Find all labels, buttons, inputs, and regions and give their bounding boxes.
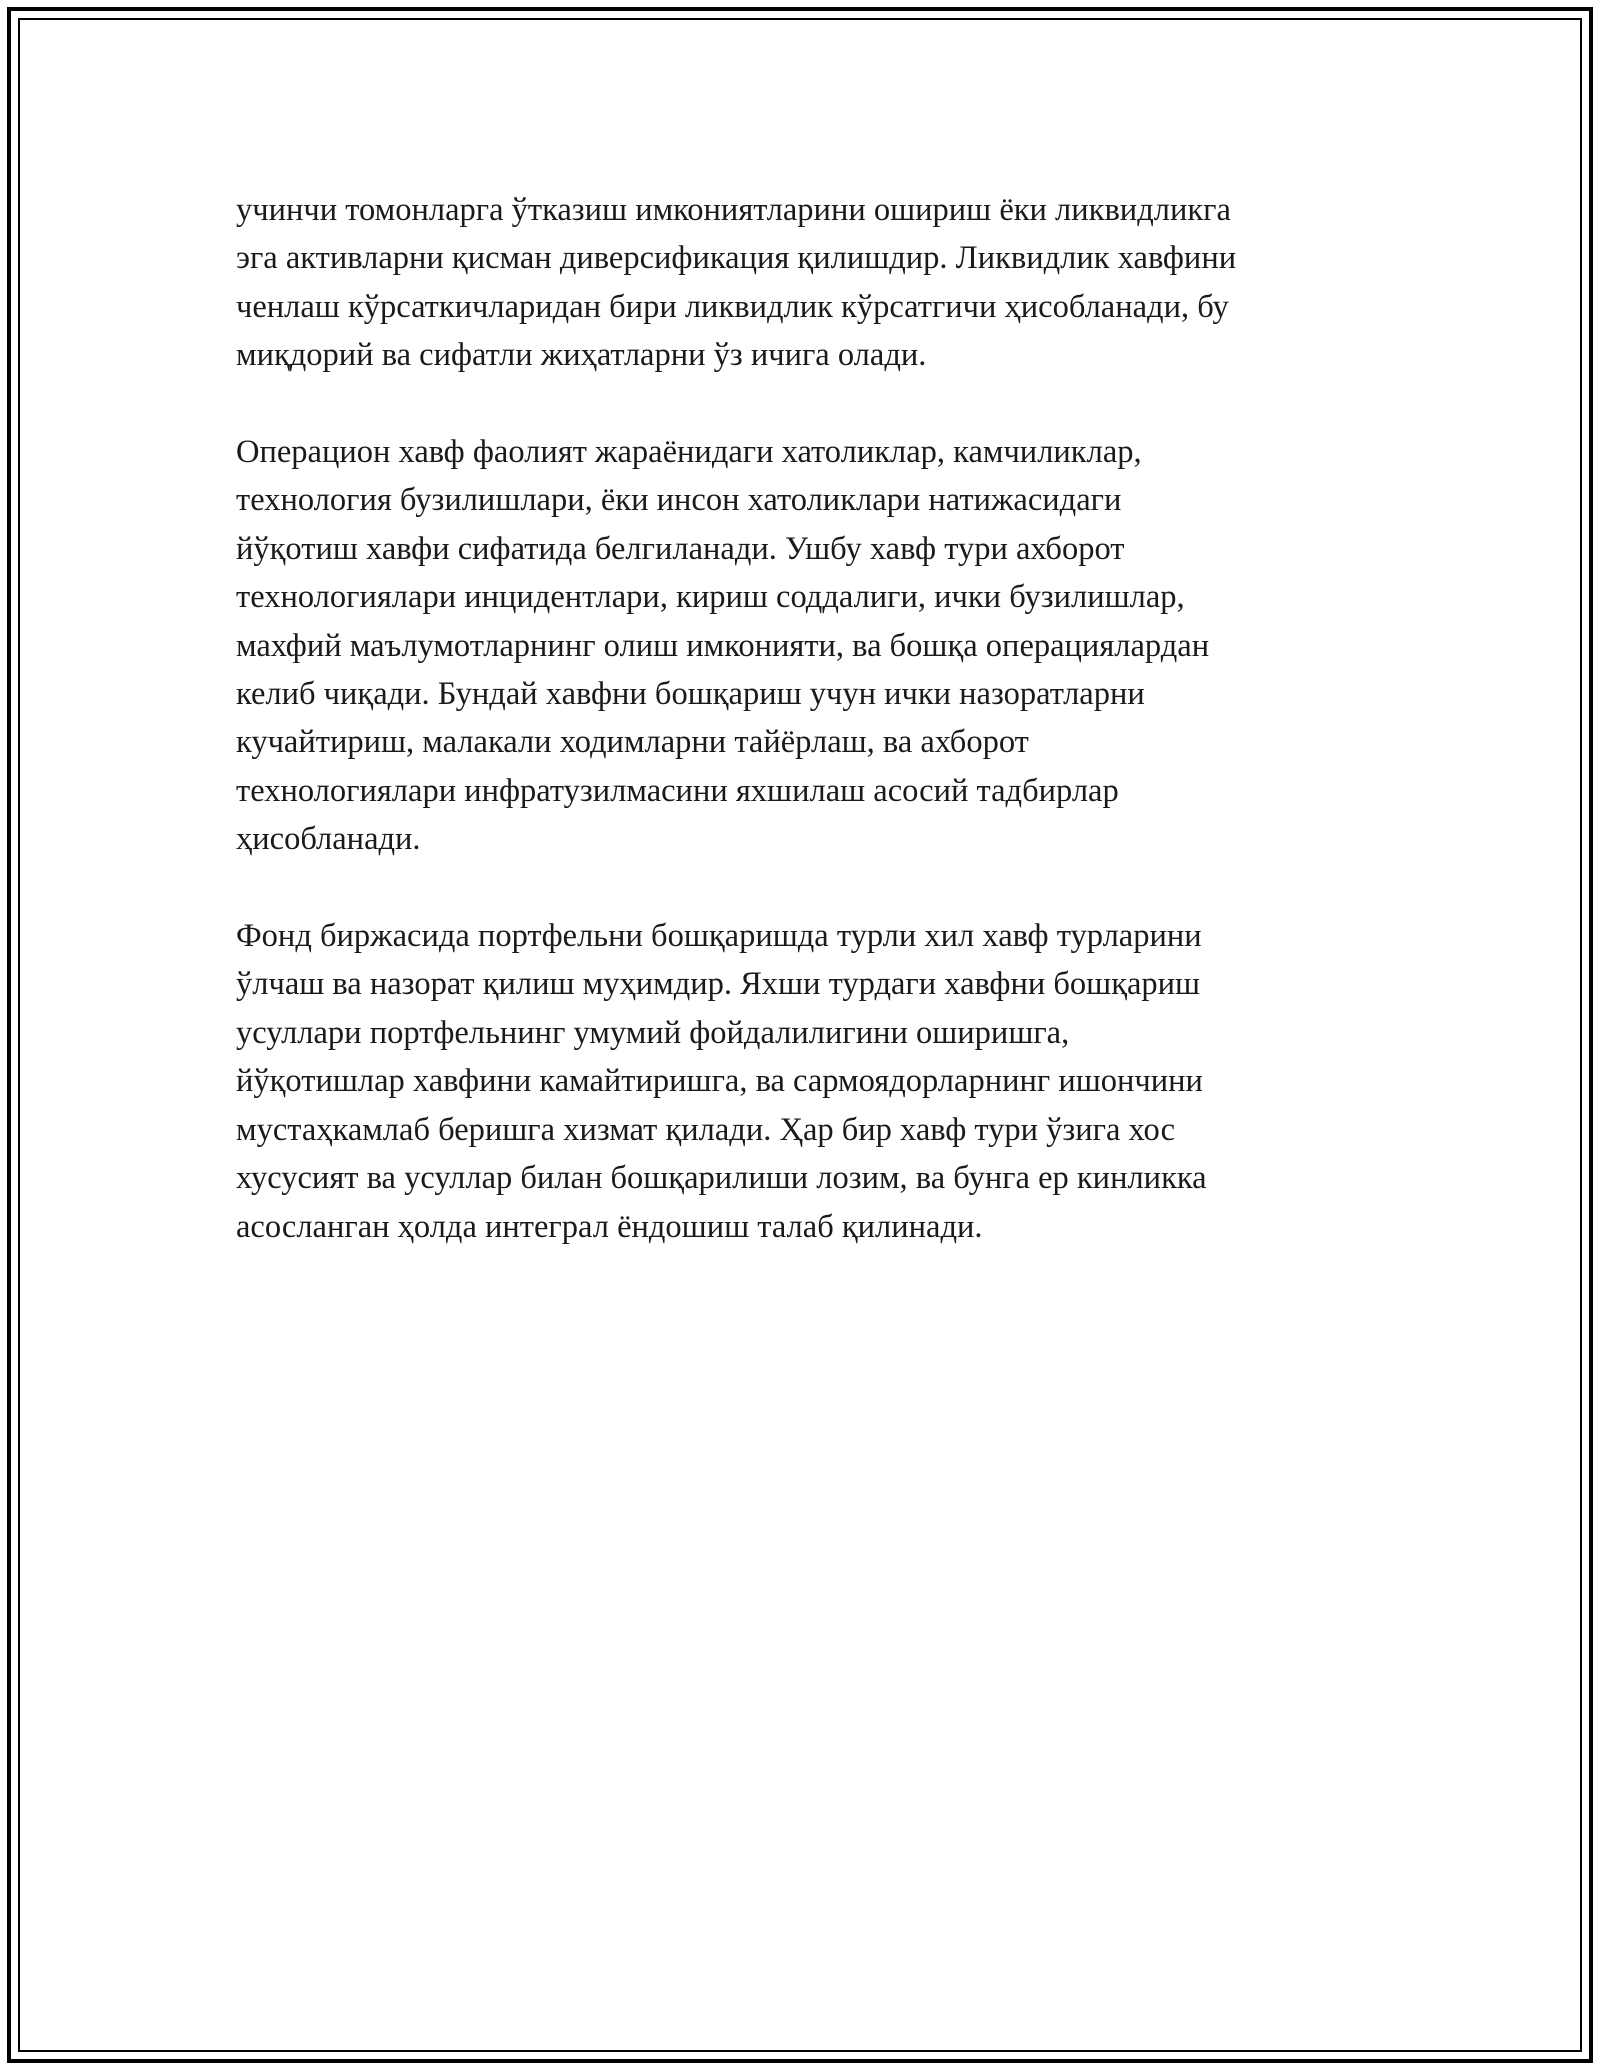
- document-body: [236, 186, 1386, 1299]
- paragraph-operational-risk: Операцион хавф фаолият жараёнидаги хатоликлар, камчиликлар, технология бузилишлари, ёки инсон хатоликлари натижасидаги йўқотиш хавфи сифатида белгиланади. Ушбу хавф тури ахборот технологиялари инцидентлари, кириш соддалиги, ички бузилишлар, махфий маълумотларнинг олиш имконияти, ва бошқа операциялардан келиб чиқади. Бундай хавфни бошқариш учун ички назоратларни кучайтириш, малакали ходимларни тайёрлаш, ва ахборот технологиялари инфратузилмасини яхшилаш асосий тадбирлар ҳисобланади.: [236, 434, 1210, 858]
- paragraph-portfolio-risk: Фонд биржасида портфельни бошқаришда турли хил хавф турларини ўлчаш ва назорат қилиш муҳимдир. Яхши турдаги хавфни бошқариш усуллари портфельнинг умумий фойдалилигини оширишга, йўқотишлар хавфини камайтиришга, ва сармоядорларнинг ишончини мустаҳкамлаб беришга хизмат қилади. Ҳар бир хавф тури ўзига хос хусусият ва усуллар билан бошқарилиши лозим, ва бунга ер кинликка асосланган ҳолда интеграл ёндошиш талаб қилинади.: [236, 918, 1207, 1245]
- paragraph-liquidity: учинчи томонларга ўтказиш имкониятларини ошириш ёки ликвидликга эга активларни қисман диверсификация қилишдир. Ликвидлик хавфини ченлаш кўрсаткичларидан бири ликвидлик кўрсатгичи ҳисобланади, бу миқдорий ва сифатли жиҳатларни ўз ичига олади.: [236, 192, 1237, 374]
